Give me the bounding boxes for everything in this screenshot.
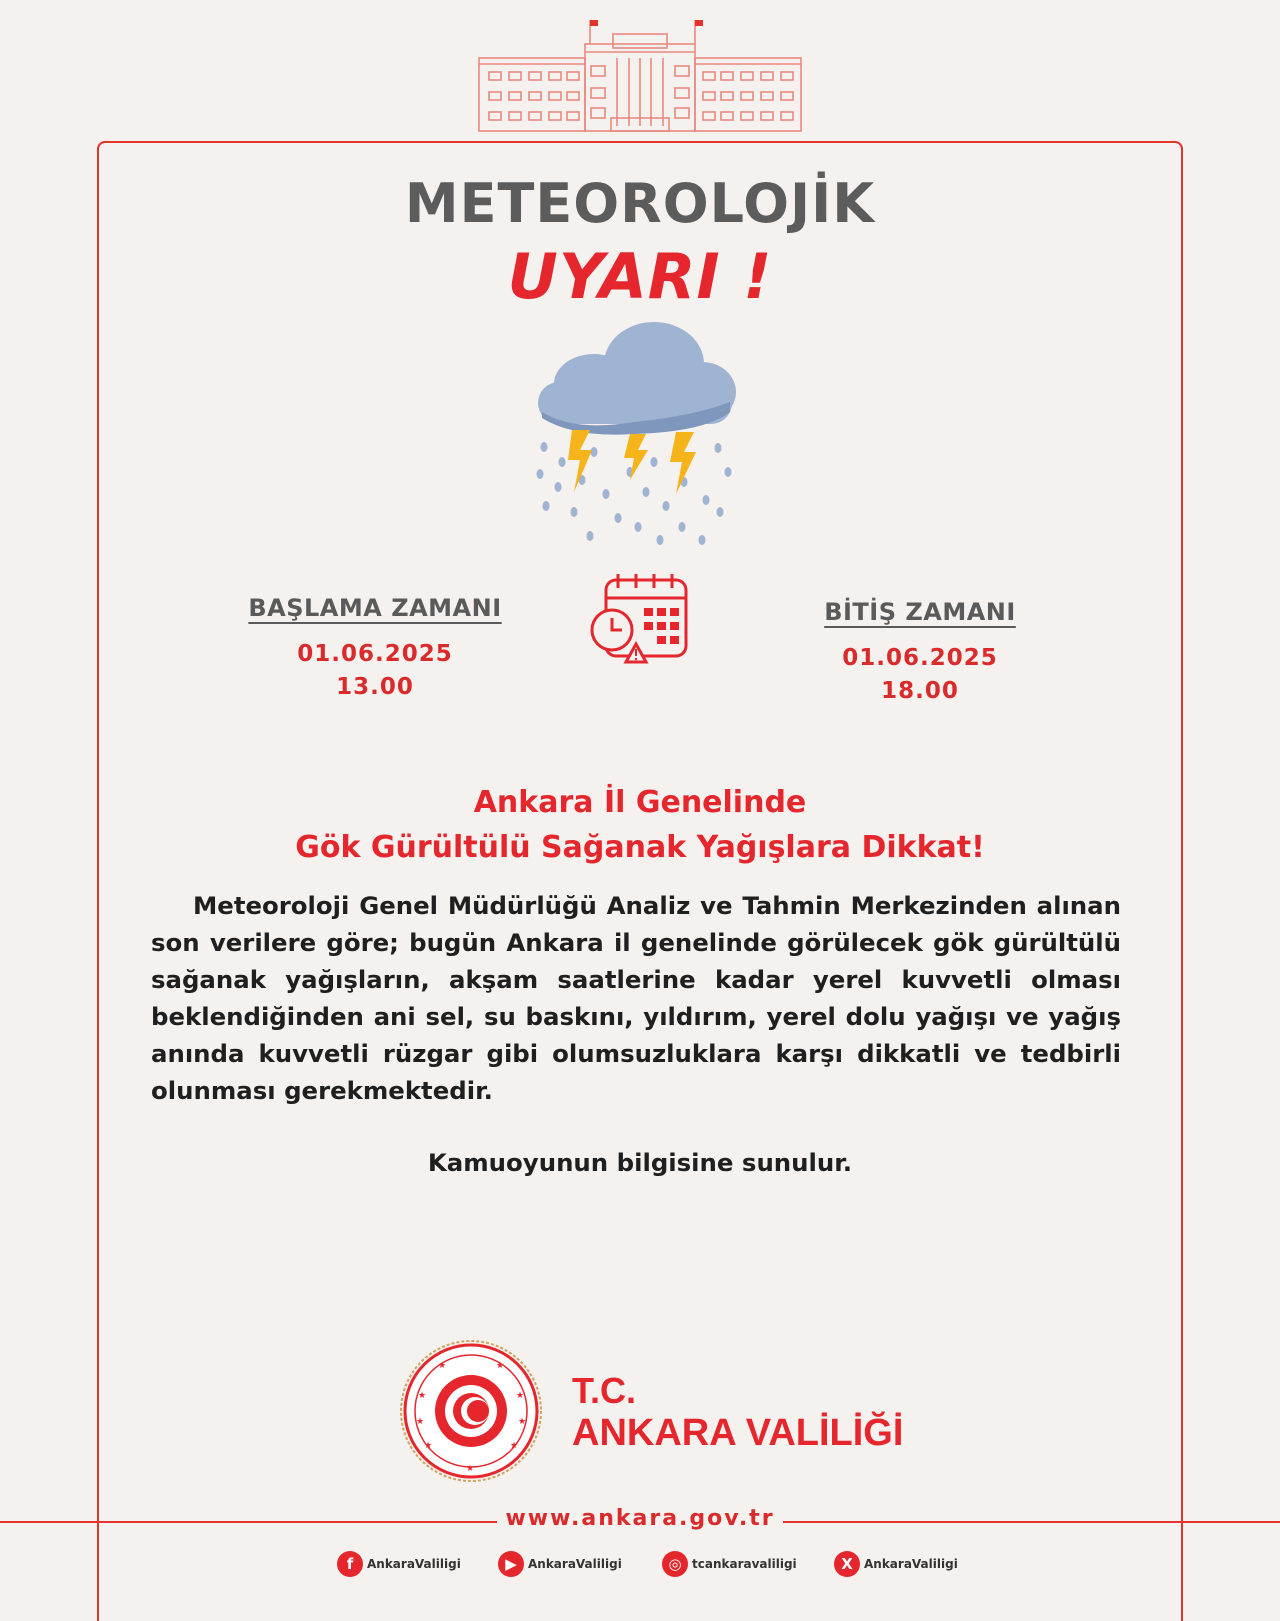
instagram-icon: ◎ [662,1551,688,1577]
social-handle: AnkaraValiligi [528,1557,622,1571]
headline-line-1: Ankara İl Genelinde [473,785,807,820]
social-instagram[interactable] [662,1551,797,1577]
svg-text:★: ★ [416,1417,425,1427]
social-x[interactable] [834,1551,958,1577]
svg-text:★: ★ [518,1417,527,1427]
org-line-2: ANKARA VALİLİĞİ [572,1412,904,1454]
social-facebook[interactable] [337,1551,461,1577]
svg-text:★: ★ [438,1361,447,1371]
facebook-icon: f [337,1551,363,1577]
svg-text:★: ★ [424,1441,433,1451]
end-time: 18.00 [881,678,959,704]
start-time-block [225,594,525,704]
start-time-label: BAŞLAMA ZAMANI [248,594,502,622]
svg-text:★: ★ [510,1441,519,1451]
warning-title: UYARI ! [507,240,773,313]
social-handle: AnkaraValiligi [864,1557,958,1571]
social-handle: tcankaravaliligi [692,1557,797,1571]
social-youtube[interactable] [498,1551,622,1577]
youtube-icon: ▶ [498,1551,524,1577]
start-time: 13.00 [336,674,414,700]
page-title: METEOROLOJİK [404,172,876,235]
website-link[interactable]: www.ankara.gov.tr [505,1506,775,1531]
svg-text:★: ★ [496,1361,505,1371]
svg-text:★: ★ [418,1391,427,1401]
svg-text:★: ★ [516,1391,525,1401]
end-time-label: BİTİŞ ZAMANI [824,598,1016,626]
calendar-alert-icon [590,570,694,666]
announcement-body: Meteoroloji Genel Müdürlüğü Analiz ve Tahmin Merkezinden alınan son verilere göre; bugün Ankara il genelinde görülecek gök gürültülü sağanak yağışların, akşam saatlerine kadar yerel kuvvetli olması beklendiğinden ani sel, su baskını, yıldırım, yerel dolu yağışı ve yağış anında kuvvetli rüzgar gibi olumsuzluklara karşı dikkatli ve tedbirli olunması gerekmektedir. [151,891,1121,1105]
closing-text: Kamuoyunun bilgisine sunulur. [427,1148,853,1177]
thunderstorm-icon [534,322,744,547]
org-line-1: T.C. [572,1370,637,1411]
end-time-block [770,598,1070,708]
social-handle: AnkaraValiligi [367,1557,461,1571]
ankara-governorship-seal [398,1338,544,1484]
end-date: 01.06.2025 [842,645,998,671]
svg-text:★: ★ [466,1464,475,1474]
headline-line-2: Gök Gürültülü Sağanak Yağışlara Dikkat! [295,830,985,865]
government-building-icon [475,14,805,134]
start-date: 01.06.2025 [297,641,453,667]
x-icon: X [834,1551,860,1577]
